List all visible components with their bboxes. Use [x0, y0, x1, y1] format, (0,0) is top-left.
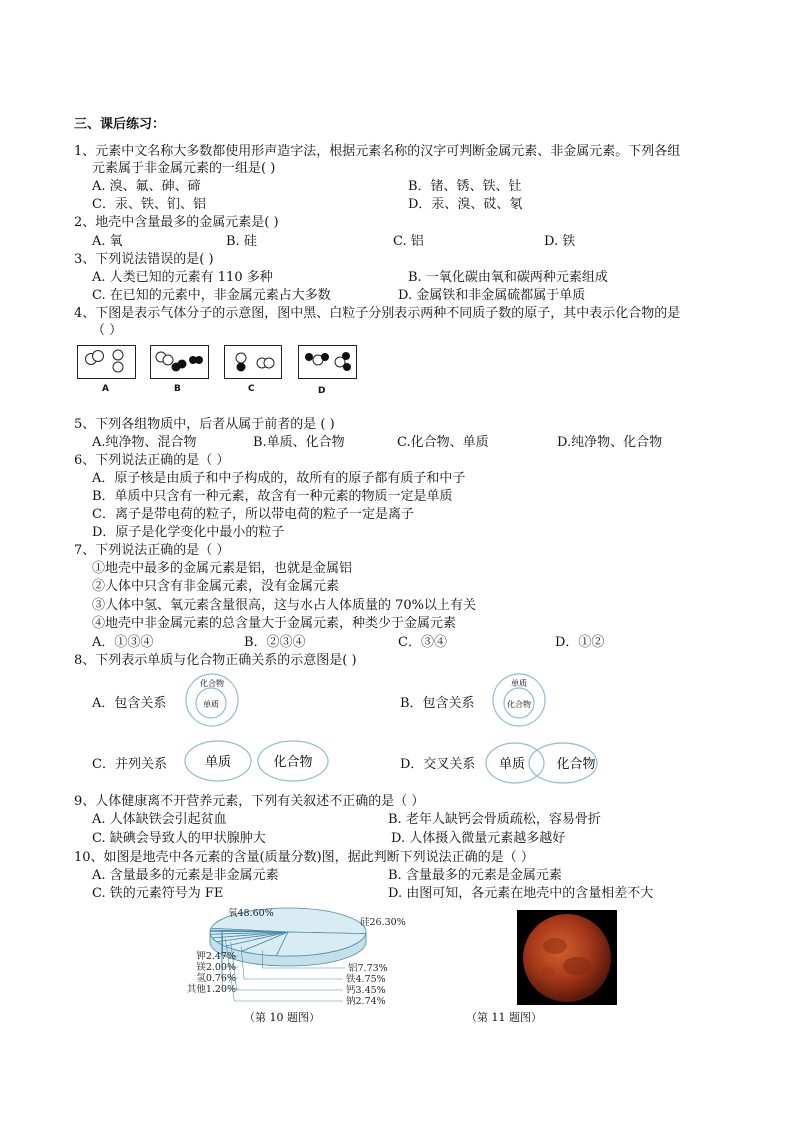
q9-option-d: D. 人体摄入微量元素越多越好 — [391, 831, 566, 846]
molecule-box-a — [77, 345, 136, 379]
q8-diagram-a — [182, 672, 242, 728]
q3-option-a: A. 人类已知的元素有 110 多种 — [92, 270, 273, 285]
q3-option-d: D. 金属铁和非金属硫都属于单质 — [398, 288, 586, 303]
q8-option-b-label: B．包含关系 — [400, 696, 475, 711]
q8-diagram-c — [180, 738, 340, 786]
q8-b-inner-text: 化合物 — [507, 700, 531, 709]
pie-label-8: 氢0.76% — [196, 973, 236, 984]
q10-option-c: C. 铁的元素符号为 FE — [92, 886, 224, 901]
molecule-box-d — [298, 345, 357, 379]
q8-diagram-b — [488, 672, 550, 728]
q7-stem: 7、下列说法正确的是（ ） — [74, 543, 230, 558]
q8-c-right-text: 化合物 — [273, 755, 313, 770]
q1-stem-line2: 元素属于非金属元素的一组是( ) — [92, 161, 276, 176]
q1-stem-line1: 1、元素中文名称大多数都使用形声造字法，根据元素名称的汉字可判断金属元素、非金属元素。下列各组 — [74, 144, 681, 159]
q9-stem: 9、人体健康离不开营养元素，下列有关叙述不正确的是（ ） — [74, 794, 425, 809]
q8-diagram-d — [485, 740, 605, 788]
q8-c-left-text: 单质 — [204, 755, 232, 770]
q4-stem-line2: （ ） — [92, 323, 123, 338]
pie-label-5: 钠2.74% — [346, 996, 386, 1007]
pie-label-3: 铁4.75% — [346, 974, 386, 985]
q10-stem: 10、如图是地壳中各元素的含量(质量分数)图，据此判断下列说法正确的是（ ） — [74, 850, 534, 865]
q2-stem: 2、地壳中含量最多的金属元素是( ) — [74, 215, 279, 230]
figure-10-caption: （第 10 题图） — [244, 1011, 320, 1024]
q6-option-a: A．原子核是由质子和中子构成的，故所有的原子都有质子和中子 — [92, 471, 466, 486]
molecule-box-b — [150, 345, 209, 379]
q8-option-c-label: C．并列关系 — [92, 757, 167, 772]
q6-stem: 6、下列说法正确的是（ ） — [74, 453, 230, 468]
q8-a-inner-text: 单质 — [203, 700, 219, 709]
pie-label-9: 其他1.20% — [186, 984, 236, 995]
q7-statement-2: ②人体中只含有非金属元素，没有金属元素 — [92, 579, 340, 594]
q10-option-a: A. 含量最多的元素是非金属元素 — [92, 868, 279, 883]
red-moon-image — [517, 910, 617, 1005]
q5-option-d: D.纯净物、化合物 — [557, 435, 663, 450]
q6-option-b: B．单质中只含有一种元素，故含有一种元素的物质一定是单质 — [92, 489, 453, 504]
molecule-label-a: A — [102, 384, 109, 394]
q7-statement-1: ①地壳中最多的金属元素是铝，也就是金属铝 — [92, 561, 353, 576]
q8-option-d-label: D．交叉关系 — [400, 757, 476, 772]
q1-option-a: A. 溴、氟、砷、碲 — [92, 179, 201, 194]
q9-option-c: C. 缺碘会导致人的甲状腺肿大 — [92, 831, 266, 846]
q3-stem: 3、下列说法错误的是( ) — [74, 252, 214, 267]
q7-statement-4: ④地壳中非金属元素的总含量大于金属元素，种类少于金属元素 — [92, 616, 457, 631]
q5-option-a: A.纯净物、混合物 — [92, 435, 197, 450]
q8-d-left-text: 单质 — [498, 757, 526, 772]
q8-stem: 8、下列表示单质与化合物正确关系的示意图是( ) — [74, 653, 357, 668]
pie-label-1: 硅26.30% — [360, 917, 406, 928]
q3-option-b: B. 一氧化碳由氧和碳两种元素组成 — [408, 270, 608, 285]
q7-option-c: C．③④ — [398, 635, 447, 650]
molecule-label-c: C — [248, 384, 255, 394]
figure-11-caption: （第 11 题图） — [466, 1011, 542, 1024]
q3-option-c: C. 在已知的元素中，非金属元素占大多数 — [92, 288, 331, 303]
q5-option-b: B.单质、化合物 — [253, 435, 345, 450]
q1-option-b: B．锗、锈、铁、钍 — [408, 179, 522, 194]
q2-option-a: A. 氧 — [92, 234, 123, 249]
q7-statement-3: ③人体中氢、氧元素含量很高，这与水占人体质量的 70%以上有关 — [92, 598, 477, 613]
q10-option-b: B. 含量最多的元素是金属元素 — [388, 868, 562, 883]
q6-option-d: D．原子是化学变化中最小的粒子 — [92, 525, 285, 540]
pie-label-2: 铝7.73% — [348, 963, 388, 974]
q5-option-c: C.化合物、单质 — [397, 435, 489, 450]
q7-option-a: A．①③④ — [92, 635, 154, 650]
q7-option-d: D．①② — [555, 635, 605, 650]
q6-option-c: C．离子是带电荷的粒子，所以带电荷的粒子一定是离子 — [92, 507, 414, 522]
q1-option-c: C．汞、铁、钔、铝 — [92, 197, 206, 212]
q1-option-d: D．汞、溴、砹、氡 — [408, 197, 523, 212]
q2-option-d: D. 铁 — [544, 234, 576, 249]
molecule-label-b: B — [174, 384, 181, 394]
q7-option-b: B．②③④ — [244, 635, 306, 650]
q10-option-d: D. 由图可知，各元素在地壳中的含量相差不大 — [388, 886, 654, 901]
pie-label-6: 钾2.47% — [196, 951, 236, 962]
q8-option-a-label: A．包含关系 — [92, 696, 167, 711]
q2-option-c: C. 铝 — [393, 234, 424, 249]
molecule-box-c — [224, 345, 282, 379]
q8-b-outer-text: 单质 — [511, 679, 527, 688]
eclipse-photo — [517, 910, 617, 1005]
crust-element-pie-chart — [170, 900, 410, 1012]
molecule-label-d: D — [318, 386, 326, 396]
q5-stem: 5、下列各组物质中，后者从属于前者的是 ( ) — [74, 417, 335, 432]
pie-label-0: 氧48.60% — [228, 908, 274, 919]
q9-option-a: A. 人体缺铁会引起贫血 — [92, 812, 227, 827]
q2-option-b: B. 硅 — [226, 234, 257, 249]
section-title: 三、课后练习： — [74, 117, 166, 132]
pie-label-7: 镁2.00% — [196, 962, 236, 973]
q4-stem-line1: 4、下图是表示气体分子的示意图，图中黑、白粒子分别表示两种不同质子数的原子，其中表示化合物的是 — [74, 306, 681, 321]
q9-option-b: B. 老年人缺钙会骨质疏松，容易骨折 — [388, 812, 601, 827]
q8-a-outer-text: 化合物 — [200, 679, 224, 688]
q8-d-right-text: 化合物 — [556, 757, 596, 772]
pie-label-4: 钙3.45% — [346, 985, 386, 996]
